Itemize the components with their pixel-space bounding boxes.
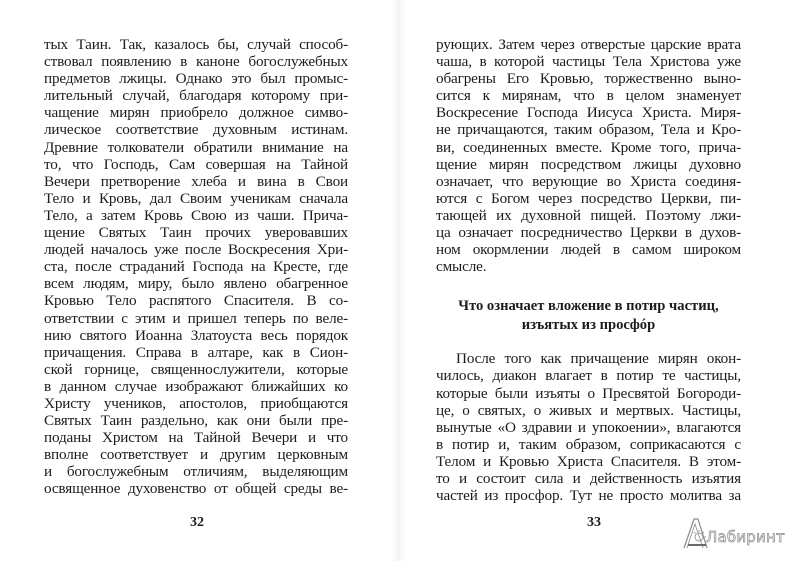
text-line: ствовал появлению в каноне богослужебных xyxy=(44,53,348,71)
text-line: ца означает посредничество Церкви в духов- xyxy=(436,224,741,242)
text-line: Вечери претворение хлеба и вина в Свои xyxy=(44,172,348,190)
labirint-watermark xyxy=(682,515,794,549)
text-line: то, что Господь, Сам совершая на Тайной xyxy=(44,155,348,173)
right-page-text xyxy=(436,36,741,504)
text-line: щение мирян посредством лжицы духовно xyxy=(436,155,741,173)
text-line: тающей их духовной пищей. Поэтому лжи- xyxy=(436,206,741,224)
text-line: сится к мирянам, что в целом знаменует xyxy=(436,87,741,105)
text-line: и богослужебным отличиям, выделяющим xyxy=(44,463,348,481)
text-line: ются с Богом через посредство Церкви, пи- xyxy=(436,189,741,207)
text-line: лическое соответствие духовным истинам. xyxy=(44,121,348,139)
text-line: частей из просфор. Тут не просто молитва за xyxy=(436,487,741,505)
section-heading: Что означает вложение в потир частиц, xyxy=(458,298,719,315)
labirint-logo-icon xyxy=(682,517,708,549)
watermark-text: Лабиринт xyxy=(706,528,785,546)
text-line: Тело, а затем Кровь Свою из чаши. Прича- xyxy=(44,206,348,224)
text-line: в данном случае изображают ближайших ко xyxy=(44,377,348,395)
text-line: После того как причащение мирян окон- xyxy=(456,350,741,368)
text-line: ном окормлении людей в самом широком xyxy=(436,241,741,259)
text-line: людей началось уже после Воскресения Хри- xyxy=(44,241,348,259)
text-line: чаша, в которой частицы Тела Христова уже xyxy=(436,53,741,71)
text-line: всем людям, миру, было явлено обагренное xyxy=(44,275,348,293)
text-line: чащение мирян приобрело должное симво- xyxy=(44,104,348,122)
text-line: в потир и, таким образом, соприкасаются с xyxy=(436,435,741,453)
text-line: ской горнице, священнослужители, которые xyxy=(44,360,348,378)
text-line: означает, что верующие во Христа соединя- xyxy=(436,172,741,190)
text-line: то и состоит сила и действенность изъятия xyxy=(436,469,741,487)
left-page-text xyxy=(44,36,348,498)
text-line: ви, соединенных вместе. Кроме того, прича- xyxy=(436,138,741,156)
text-line: поданы Христом на Тайной Вечери и что xyxy=(44,429,348,447)
text-line: рующих. Затем через отверстые царские врата xyxy=(436,36,741,53)
text-line: щение Святых Таин прочих уверовавших xyxy=(44,224,348,242)
text-line: Христу учеников, апостолов, приобщаются xyxy=(44,394,348,412)
text-line: ста, после страданий Господа на Кресте, где xyxy=(44,258,348,276)
section-heading: изъятых из просфóр xyxy=(521,317,656,334)
text-line: Древние толкователи обратили внимание на xyxy=(44,138,348,156)
text-line: нию святого Иоанна Златоуста весь порядок xyxy=(44,326,348,344)
text-line: смысле. xyxy=(436,258,487,276)
text-line: це, о святых, о живых и мертвых. Частицы, xyxy=(436,401,741,419)
text-line: предметов лжицы. Однако это был промыс- xyxy=(44,70,348,88)
text-line: Тело и Кровь, дал Своим ученикам сначала xyxy=(44,189,348,207)
text-line: Телом и Кровью Христа Спасителя. В этом- xyxy=(436,452,741,470)
text-line: вполне соответствует и другим церковным xyxy=(44,446,348,464)
text-line: лительный случай, благодаря которому при- xyxy=(44,87,348,105)
left-page xyxy=(0,0,398,561)
text-line: обагрены Его Кровью, торжественно выно- xyxy=(436,70,741,88)
right-page xyxy=(398,0,800,561)
page-number-left: 32 xyxy=(190,515,204,530)
text-line: чилось, диакон влагает в потир те частицы, xyxy=(436,367,741,385)
text-line: ответствии с этим и пришел теперь по веле- xyxy=(44,309,348,327)
text-line: Святых Таин раздельно, как они были пре- xyxy=(44,412,348,430)
text-line: не причащаются, таким образом, Тела и Кро- xyxy=(436,121,741,139)
text-line: освященное духовенство от общей среды ве- xyxy=(44,480,348,498)
text-line: Кровью Тело распятого Спасителя. В со- xyxy=(44,292,348,310)
page-number-right: 33 xyxy=(587,515,601,530)
text-line: вынутые «О здравии и упокоении», влагаются xyxy=(436,418,741,436)
text-line: тых Таин. Так, казалось бы, случай способ- xyxy=(44,36,348,53)
text-line: Воскресение Господа Иисуса Христа. Миря- xyxy=(436,104,741,122)
text-line: которые были изъяты о Пресвятой Богороди- xyxy=(436,384,741,402)
text-line: причащения. Справа в алтаре, как в Сион- xyxy=(44,343,348,361)
